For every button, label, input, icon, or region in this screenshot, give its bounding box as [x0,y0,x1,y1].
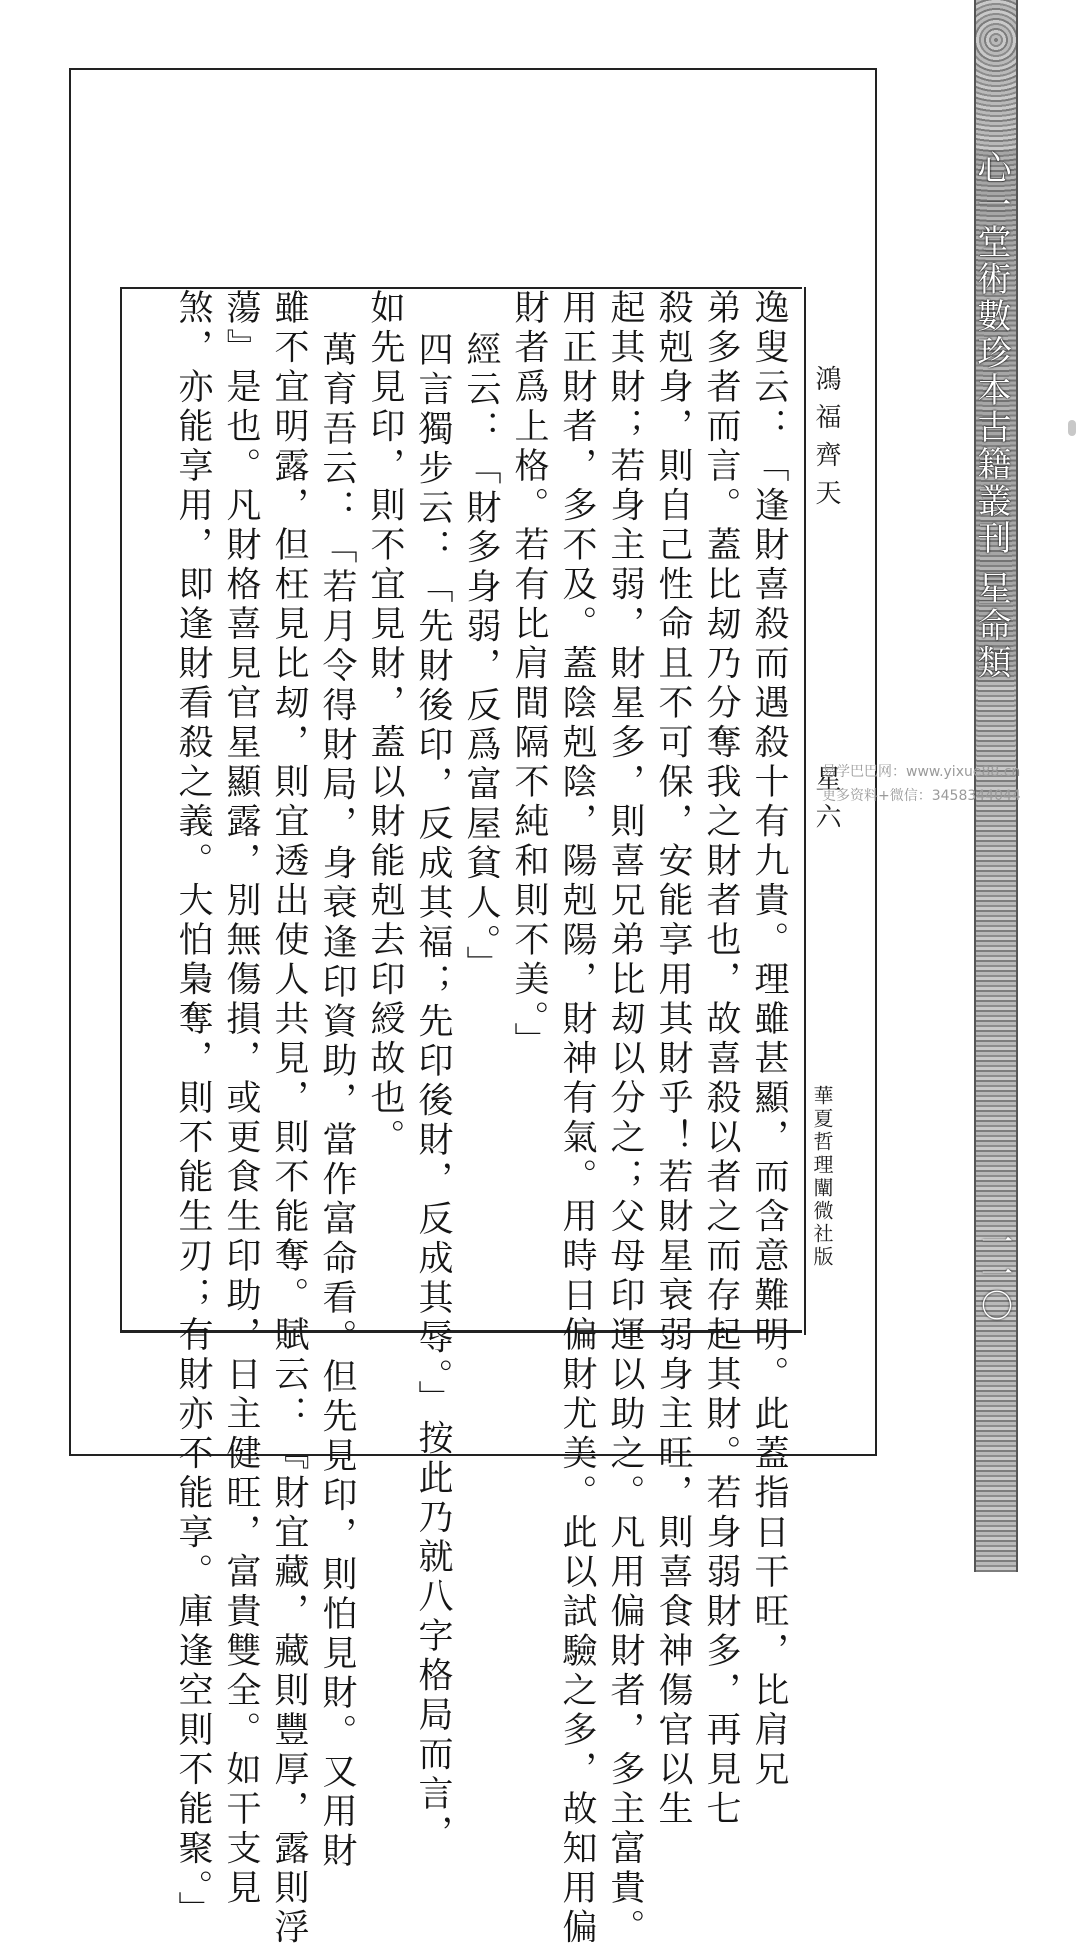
text-column: 殺剋身，則自己性命且不可保，安能享用其財乎！若財星衰弱身主旺，則喜食神傷官以生 [653,289,693,1830]
viewer-margin [1018,0,1080,1572]
series-title: 心一堂術數珍本古籍叢刊 星命類 [976,150,1016,682]
text-column: 逸叟云：「逢財喜殺而遇殺十有九貴。理雖甚顯，而含意難明。此蓋指日干旺，比肩兄 [749,289,789,1790]
header-title: 鴻福齊天 [811,365,841,517]
text-column: 弟多者而言。蓋比刼乃分奪我之財者也，故喜殺以者之而存起其財。若身弱財多，再見七 [701,289,741,1830]
text-column: 如先見印，則不宜見財，蓋以財能剋去印綬故也。 [365,289,405,1158]
publisher-imprint: 華夏哲理闡微社版 [810,1085,834,1269]
text-column: 雖不宜明露，但枉見比刼，則宜透出使人共見，則不能奪。賦云：『財宜藏，藏則豐厚，露則浮 [269,289,309,1948]
text-column: 用正財者，多不及。蓋陰剋陰，陽剋陽，財神有氣。用時日偏財尤美。此以試驗之多，故知用偏 [557,289,597,1948]
text-column: 煞，亦能享用，即逢財看殺之義。大怕梟奪，則不能生刃；有財亦不能享。庫逢空則不能聚。」 [173,289,213,1931]
text-column: 蕩』是也。凡財格喜見官星顯露，別無傷損，或更食生印助，日主健旺，富貴雙全。如干支見 [221,289,261,1909]
text-column: 萬育吾云：「若月令得財局，身衰逢印資助，當作富命看。但先見印，則怕見財。又用財 [317,331,357,1872]
text-column: 起其財；若身主弱，財星多，則喜兄弟比刼以分之；父母印運以助之。凡用偏財者，多主富貴。 [605,289,645,1948]
page-margin [808,365,854,1295]
text-column: 經云：「財多身弱，反爲富屋貧人。」 [461,331,501,985]
watermark-line: 易学巴巴网：www.yixue88.cn [822,764,1021,780]
text-column: 財者爲上格。若有比肩間隔不純和則不美。」 [509,289,549,1062]
text-block [120,287,802,1948]
watermark-line: 更多资料+微信：3458344044 [822,788,1021,804]
page-number: 一一〇 [976,1225,1014,1321]
header-section: 星六 [811,765,841,841]
text-column: 四言獨步云：「先財後印，反成其福；先印後財，反成其辱。」按此乃就八字格局而言， [413,331,453,1854]
watermark [822,760,1021,808]
scroll-indicator[interactable] [1068,420,1076,436]
